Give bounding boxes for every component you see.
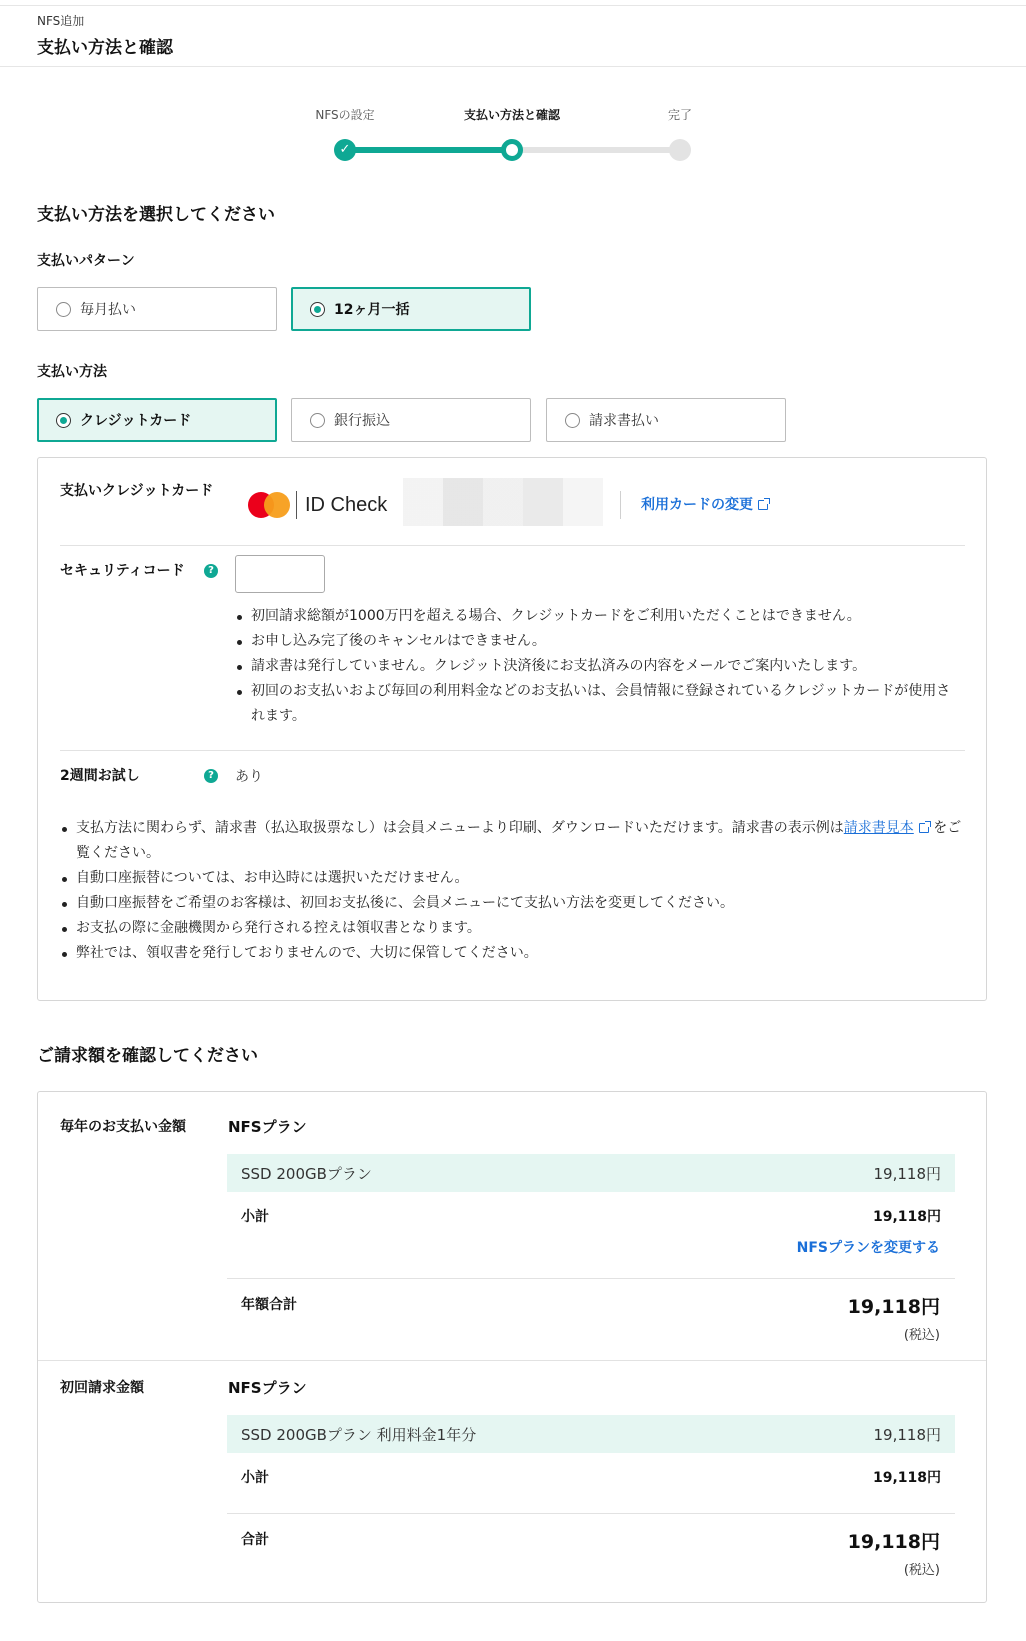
option-label: 銀行振込 xyxy=(334,413,390,429)
card-brand-text: ID Check xyxy=(296,491,387,519)
top-border xyxy=(0,0,1026,6)
divider xyxy=(38,1360,986,1361)
divider xyxy=(60,545,965,546)
item-name: SSD 200GBプラン xyxy=(241,1164,372,1183)
method-option-credit-card[interactable] xyxy=(37,398,277,442)
payment-method-label: 支払い方法 xyxy=(37,364,107,380)
progress-stepper xyxy=(0,100,1026,170)
annual-tax-note: (税込) xyxy=(903,1328,940,1343)
subtotal-value: 19,118円 xyxy=(872,1209,941,1225)
external-link-icon xyxy=(919,823,929,833)
step-track-done xyxy=(345,147,512,153)
option-label: 請求書払い xyxy=(589,413,659,429)
external-link-icon xyxy=(758,500,768,510)
initial-item-row xyxy=(227,1415,955,1453)
trial-label: 2週間お試し xyxy=(60,768,140,784)
annual-amount-label: 毎年のお支払い金額 xyxy=(60,1119,186,1135)
annual-plan-name: NFSプラン xyxy=(228,1118,307,1136)
divider xyxy=(60,750,965,751)
divider xyxy=(227,1513,955,1514)
card-label: 支払いクレジットカード xyxy=(60,483,214,499)
list-item: 請求書は発行していません。クレジット決済後にお支払済みの内容をメールでご案内いたします。 xyxy=(235,654,955,679)
subtotal-value: 19,118円 xyxy=(872,1470,941,1486)
card-notes-list xyxy=(235,604,955,729)
masked-card-number xyxy=(403,478,603,526)
change-plan-link[interactable]: NFSプランを変更する xyxy=(796,1240,940,1256)
list-item: お申し込み完了後のキャンセルはできません。 xyxy=(235,629,955,654)
option-label: クレジットカード xyxy=(80,413,192,429)
step-dot-current xyxy=(501,139,523,161)
initial-subtotal-row xyxy=(241,1467,941,1487)
pattern-option-monthly[interactable] xyxy=(37,287,277,331)
annual-total-value: 19,118円 xyxy=(847,1296,940,1318)
annual-subtotal-row xyxy=(241,1206,941,1226)
step-label-payment: 支払い方法と確認 xyxy=(463,108,561,122)
item-price: 19,118円 xyxy=(873,1164,941,1183)
radio-icon xyxy=(310,413,325,428)
option-label: 毎月払い xyxy=(80,302,136,318)
payment-section-title: 支払い方法を選択してください xyxy=(37,205,275,225)
mastercard-icon xyxy=(248,492,290,518)
subtotal-label: 小計 xyxy=(241,1209,269,1225)
step-label-complete: 完了 xyxy=(667,108,693,122)
method-option-bank-transfer[interactable] xyxy=(291,398,531,442)
change-card-link[interactable]: 利用カードの変更 xyxy=(641,494,768,514)
security-code-input[interactable] xyxy=(235,555,325,593)
item-price: 19,118円 xyxy=(873,1425,941,1444)
radio-icon xyxy=(565,413,580,428)
pattern-option-annual[interactable] xyxy=(291,287,531,331)
step-label-settings: NFSの設定 xyxy=(315,108,375,122)
list-item: 初回請求総額が1000万円を超える場合、クレジットカードをご利用いただくことはできません。 xyxy=(235,604,955,629)
initial-tax-note: (税込) xyxy=(903,1563,940,1578)
method-option-invoice[interactable] xyxy=(546,398,786,442)
help-icon[interactable]: ? xyxy=(204,769,218,783)
step-track-todo xyxy=(512,147,680,153)
radio-selected-icon xyxy=(56,413,71,428)
check-icon: ✓ xyxy=(334,139,356,161)
radio-icon xyxy=(56,302,71,317)
annual-total-label: 年額合計 xyxy=(241,1297,297,1313)
initial-amount-label: 初回請求金額 xyxy=(60,1380,144,1396)
subtotal-label: 小計 xyxy=(241,1470,269,1486)
divider xyxy=(227,1278,955,1279)
list-item: 自動口座振替については、お申込時には選択いただけません。 xyxy=(60,866,965,891)
credit-card-panel xyxy=(37,457,987,1001)
annual-item-row xyxy=(227,1154,955,1192)
initial-total-value: 19,118円 xyxy=(847,1531,940,1553)
billing-section-title: ご請求額を確認してください xyxy=(37,1046,258,1066)
breadcrumb: NFS追加 xyxy=(37,14,85,28)
billing-panel xyxy=(37,1091,987,1603)
initial-total-label: 合計 xyxy=(241,1532,269,1548)
list-item: 初回のお支払いおよび毎回の利用料金などのお支払いは、会員情報に登録されているクレジットカードが使用されます。 xyxy=(235,679,955,729)
payment-pattern-label: 支払いパターン xyxy=(37,253,135,269)
help-icon[interactable]: ? xyxy=(204,564,218,578)
invoice-sample-link[interactable]: 請求書見本 xyxy=(844,820,929,836)
step-dot-todo xyxy=(669,139,691,161)
radio-selected-icon xyxy=(310,302,325,317)
list-item: 自動口座振替をご希望のお客様は、初回お支払後に、会員メニューにて支払い方法を変更してください。 xyxy=(60,891,965,916)
general-notes-list xyxy=(60,816,965,966)
option-label: 12ヶ月一括 xyxy=(334,302,410,318)
item-name: SSD 200GBプラン 利用料金1年分 xyxy=(241,1425,477,1444)
initial-plan-name: NFSプラン xyxy=(228,1379,307,1397)
header-divider xyxy=(0,66,1026,67)
card-separator xyxy=(620,491,621,519)
list-item: お支払の際に金融機関から発行される控えは領収書となります。 xyxy=(60,916,965,941)
page-header xyxy=(37,12,173,58)
security-code-label: セキュリティコード xyxy=(60,563,185,579)
trial-value: あり xyxy=(235,769,263,785)
page-title: 支払い方法と確認 xyxy=(37,38,173,58)
list-item: 支払方法に関わらず、請求書（払込取扱票なし）は会員メニューより印刷、ダウンロードいただけます。請求書の表示例は請求書見本 をご覧ください。 xyxy=(60,816,965,866)
list-item: 弊社では、領収書を発行しておりませんので、大切に保管してください。 xyxy=(60,941,965,966)
